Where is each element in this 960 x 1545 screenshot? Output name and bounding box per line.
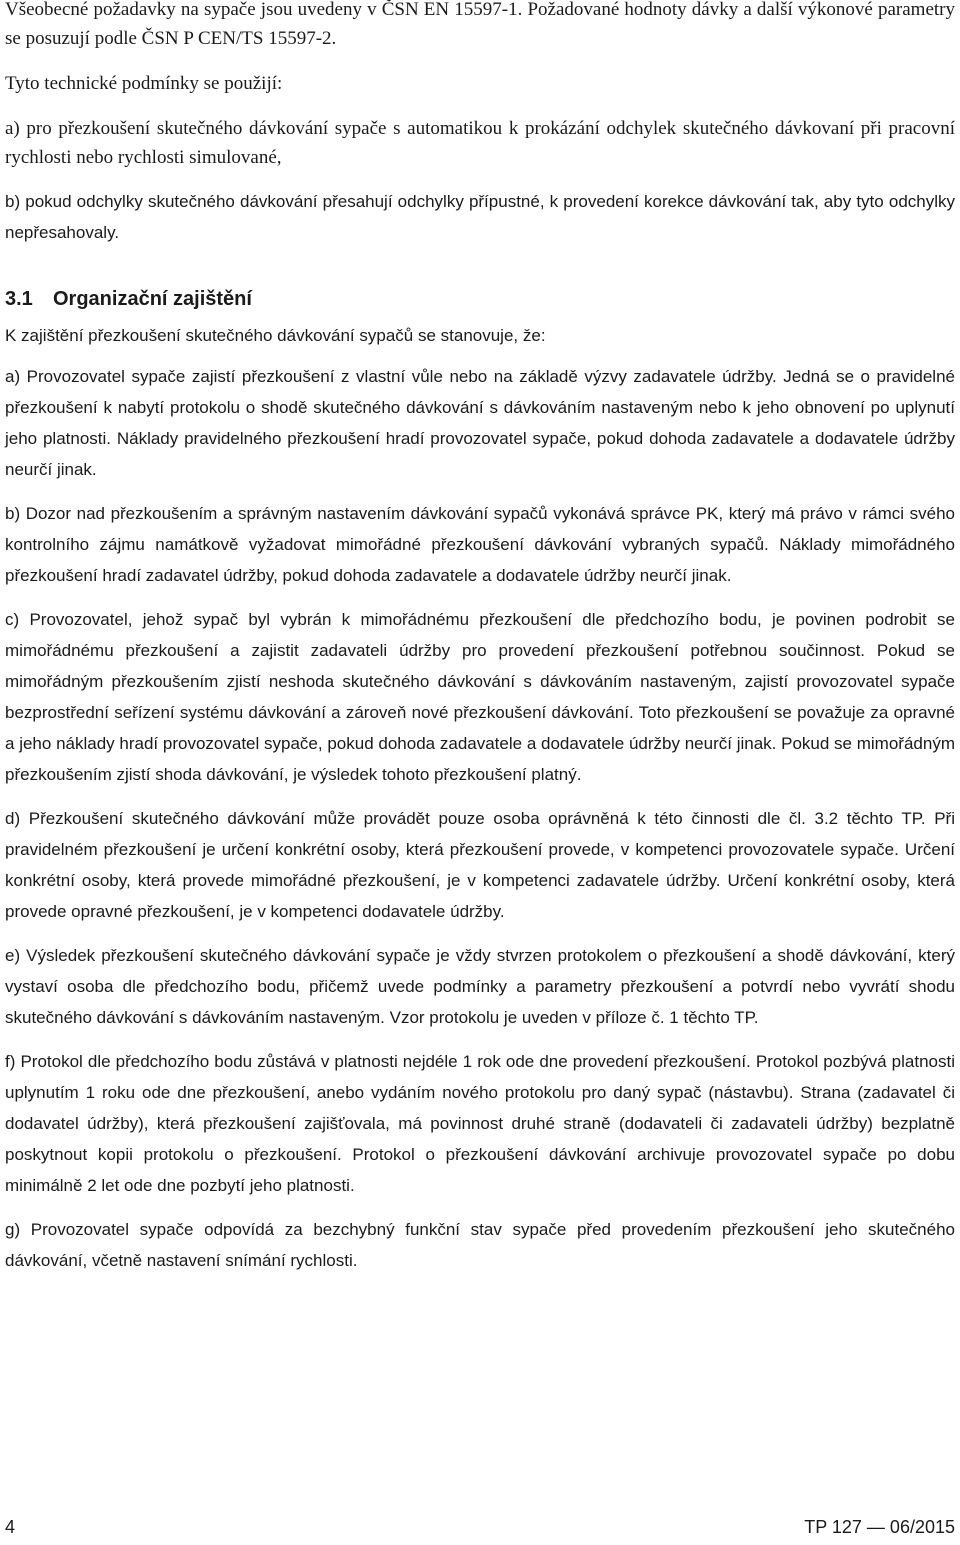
- section-lead: K zajištění přezkoušení skutečného dávkování sypačů se stanovuje, že:: [5, 326, 546, 345]
- section-item-d: d) Přezkoušení skutečného dávkování může provádět pouze osoba oprávněná k této činnosti dle čl. 3.2 těchto TP. Při pravidelném přezkoušení je určení konkrétní osoby, která přezkoušení provede, v kompetenci provozovatele sypače. Určení konkrétní osoby, která provede mimořádné přezkoušení, je v kompetenci zadavatele údržby. Určení konkrétní osoby, která provede opravné přezkoušení, je v kompetenci dodavatele údržby.: [5, 809, 955, 921]
- section-item-g: g) Provozovatel sypače odpovídá za bezchybný funkční stav sypače před provedením přezkoušení jeho skutečného dávkování, včetně nastavení snímání rychlosti.: [5, 1220, 955, 1270]
- intro-paragraph-scope: Tyto technické podmínky se použijí:: [5, 73, 283, 94]
- intro-item-a: a) pro přezkoušení skutečného dávkování sypače s automatikou k prokázání odchylek skutečného dávkovaní při pracovní rychlosti nebo rychlosti simulované,: [5, 118, 955, 168]
- section-heading: [5, 284, 955, 314]
- section-item-e: e) Výsledek přezkoušení skutečného dávkování sypače je vždy stvrzen protokolem o přezkoušení a shodě dávkování, který vystaví osoba dle předchozího bodu, přičemž uvede podmínky a parametry přezkoušení a potvrdí nebo vyvrátí shodu skutečného dávkování s dávkováním nastaveným. Vzor protokolu je uveden v příloze č. 1 těchto TP.: [5, 946, 955, 1027]
- document-id: TP 127 — 06/2015: [804, 1517, 955, 1537]
- section-item-f: f) Protokol dle předchozího bodu zůstává v platnosti nejdéle 1 rok ode dne provedení přezkoušení. Protokol pozbývá platnosti uplynutím 1 roku ode dne přezkoušení, anebo vydáním nového protokolu pro daný sypač (nástavbu). Strana (zadavatel či dodavatel údržby), která přezkoušení zajišťovala, má povinnost druhé straně (dodavateli či zadavateli údržby) bezplatně poskytnout kopii protokolu o přezkoušení. Protokol o přezkoušení dávkování archivuje provozovatel sypače po dobu minimálně 2 let ode dne pozbytí jeho platnosti.: [5, 1052, 955, 1195]
- page-number: 4: [5, 1517, 16, 1537]
- document-page: [5, 0, 955, 1276]
- intro-item-b: b) pokud odchylky skutečného dávkování přesahují odchylky přípustné, k provedení korekce dávkování tak, aby tyto odchylky nepřesahovaly.: [5, 192, 955, 242]
- intro-paragraph-standards: Všeobecné požadavky na sypače jsou uvedeny v ČSN EN 15597-1. Požadované hodnoty dávky a další výkonové parametry se posuzují podle ČSN P CEN/TS 15597-2.: [5, 0, 955, 49]
- section-item-a: a) Provozovatel sypače zajistí přezkoušení z vlastní vůle nebo na základě výzvy zadavatele údržby. Jedná se o pravidelné přezkoušení k nabytí protokolu o shodě skutečného dávkování s dávkováním nastaveným nebo k jeho obnovení po uplynutí jeho platnosti. Náklady pravidelného přezkoušení hradí provozovatel sypače, pokud dohoda zadavatele a dodavatele údržby neurčí jinak.: [5, 367, 955, 479]
- section-item-b: b) Dozor nad přezkoušením a správným nastavením dávkování sypačů vykonává správce PK, který má právo v rámci svého kontrolního zájmu namátkově vyžadovat mimořádné přezkoušení dávkování vybraných sypačů. Náklady mimořádného přezkoušení hradí zadavatel údržby, pokud dohoda zadavatele a dodavatele údržby neurčí jinak.: [5, 504, 955, 585]
- section-item-c: c) Provozovatel, jehož sypač byl vybrán k mimořádnému přezkoušení dle předchozího bodu, je povinen podrobit se mimořádnému přezkoušení a zajistit zadavateli údržby pro provedení přezkoušení potřebnou součinnost. Pokud se mimořádným přezkoušením zjistí neshoda skutečného dávkování s dávkováním nastaveným, zajistí provozovatel sypače bezprostřední seřízení systému dávkování a zároveň nové přezkoušení dávkování. Toto přezkoušení se považuje za opravné a jeho náklady hradí provozovatel sypače, pokud dohoda zadavatele a dodavatele údržby neurčí jinak. Pokud se mimořádným přezkoušením zjistí shoda dávkování, je výsledek tohoto přezkoušení platný.: [5, 610, 955, 784]
- section-title: Organizační zajištění: [53, 288, 252, 310]
- section-number: 3.1: [5, 288, 33, 310]
